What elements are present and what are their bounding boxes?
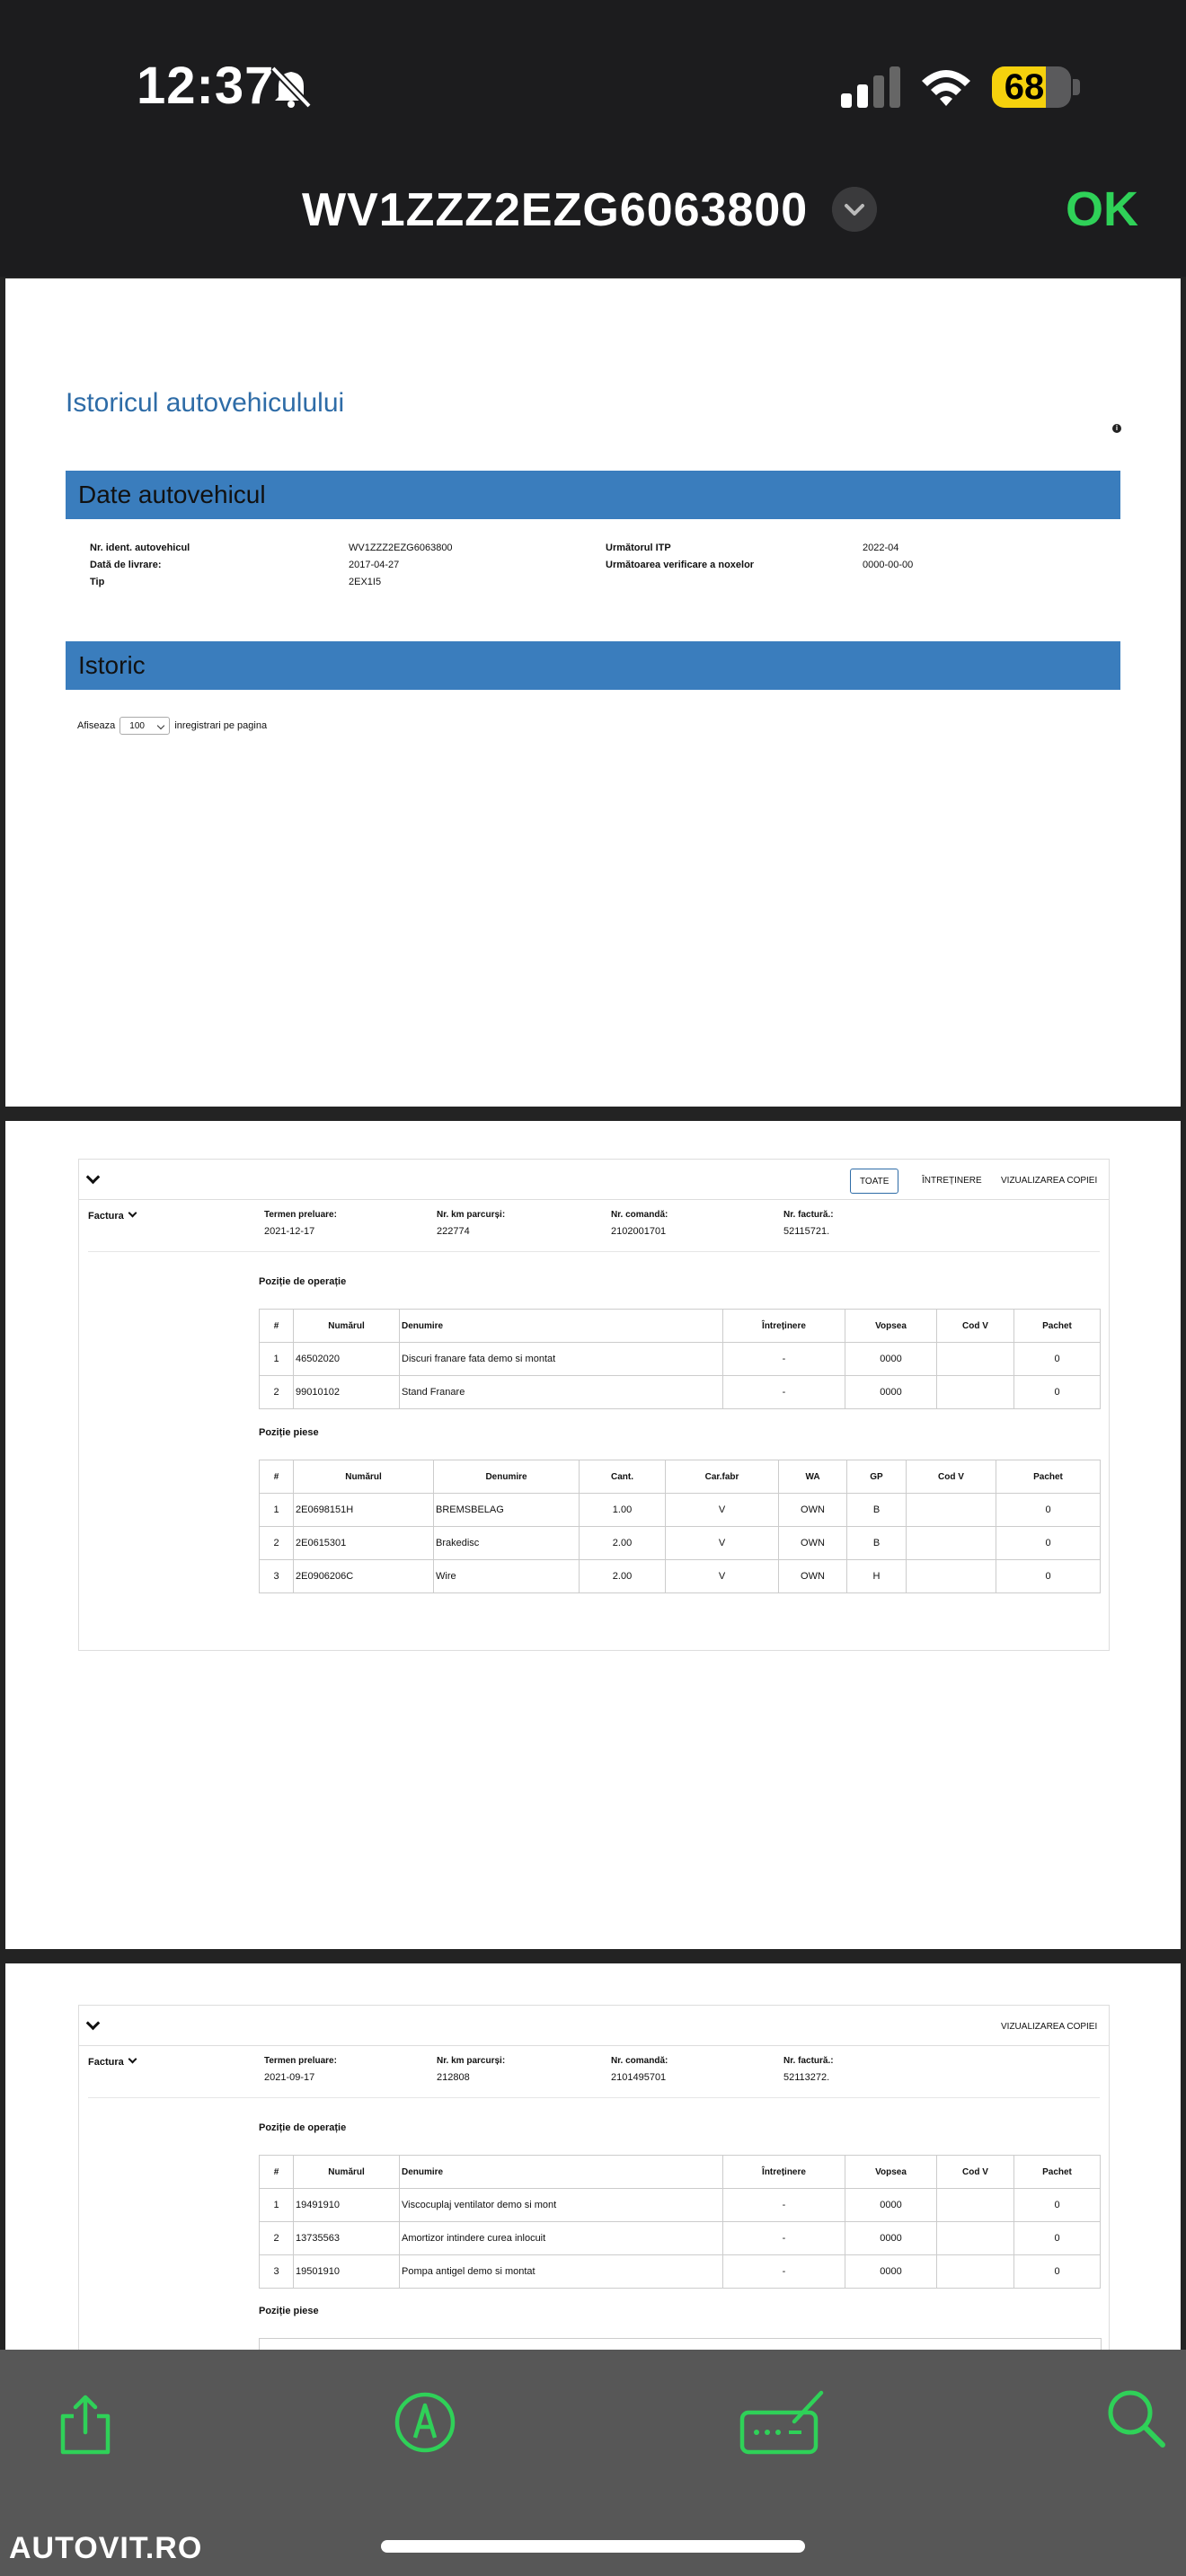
table-cell: 2 (260, 1527, 294, 1560)
table-cell: 0 (1014, 1343, 1101, 1376)
table-cell: Brakedisc (434, 1527, 580, 1560)
home-indicator[interactable] (381, 2540, 805, 2553)
column-header: Cant. (580, 1460, 666, 1494)
page-size-control (77, 717, 267, 735)
table-cell: 2 (260, 2222, 294, 2255)
table-cell: 0 (996, 1494, 1101, 1527)
column-header: # (260, 1310, 294, 1343)
view-copy-button[interactable]: VIZUALIZAREA COPIEI (1001, 1176, 1098, 1186)
column-header: Vopsea (845, 2156, 937, 2189)
document-page-1 (5, 278, 1181, 1107)
column-header: Pachet (996, 1460, 1101, 1494)
table-cell: 99010102 (294, 1376, 400, 1409)
card-toolbar (79, 1160, 1109, 1200)
document-page-2 (5, 1121, 1181, 1949)
table-cell (937, 2255, 1014, 2289)
table-cell: 0000 (845, 2222, 937, 2255)
table-cell: 19491910 (294, 2189, 400, 2222)
table-cell (907, 1560, 996, 1593)
column-header: # (260, 1460, 294, 1494)
column-header: Cod V (937, 2156, 1014, 2189)
table-cell: V (666, 1494, 779, 1527)
meta-value: 2101495701 (611, 2072, 667, 2083)
parts-table (259, 1460, 1101, 1593)
table-header-row (260, 2156, 1101, 2189)
table-cell: 0 (996, 1527, 1101, 1560)
meta-label: Termen preluare: (264, 2056, 337, 2066)
column-header: Cod V (907, 1460, 996, 1494)
table-cell: 19501910 (294, 2255, 400, 2289)
battery-nub (1073, 79, 1080, 95)
meta-label: Nr. comandă: (611, 2056, 668, 2066)
table-cell: 0 (1014, 2255, 1101, 2289)
meta-label: Nr. km parcurși: (437, 2056, 506, 2066)
table-cell: 13735563 (294, 2222, 400, 2255)
document-title[interactable]: WV1ZZZ2EZG6063800 (302, 184, 809, 236)
column-header: Cod V (937, 1310, 1014, 1343)
table-cell: V (666, 1527, 779, 1560)
filter-maintenance-button[interactable]: ÎNTREȚINERE (922, 1176, 982, 1186)
divider (88, 2097, 1100, 2098)
table-cell: OWN (779, 1527, 847, 1560)
table-cell: 0000 (845, 1343, 937, 1376)
vehicle-label: Tip (90, 577, 105, 587)
meta-value: 2021-12-17 (264, 1226, 315, 1237)
table-row (260, 2189, 1101, 2222)
bell-slash-icon (266, 61, 316, 111)
table-cell: V (666, 1560, 779, 1593)
column-header: GP (847, 1460, 907, 1494)
table-row (260, 1560, 1101, 1593)
meta-label: Termen preluare: (264, 1210, 337, 1220)
collapse-chevron-icon[interactable] (86, 2016, 101, 2031)
signature-icon[interactable] (739, 2387, 825, 2459)
table-cell: - (723, 1376, 845, 1409)
table-row (260, 2222, 1101, 2255)
table-cell: 1 (260, 1494, 294, 1527)
table-cell: OWN (779, 1560, 847, 1593)
watermark: AUTOVIT.RO (9, 2531, 203, 2565)
wifi-icon (920, 65, 972, 110)
section-header-vehicle: Date autovehicul (66, 471, 1120, 519)
table-cell: Pompa antigel demo si montat (400, 2255, 723, 2289)
table-cell: Stand Franare (400, 1376, 723, 1409)
table-cell: 2 (260, 1376, 294, 1409)
table-row (260, 1376, 1101, 1409)
meta-label: Nr. factură.: (783, 2056, 834, 2066)
column-header: Întreținere (723, 2156, 845, 2189)
table-cell: - (723, 2189, 845, 2222)
meta-value: 52115721. (783, 1226, 830, 1237)
operations-title: Poziție de operație (259, 1276, 347, 1287)
table-cell (937, 1343, 1014, 1376)
battery-indicator (992, 66, 1071, 108)
table-cell: 0000 (845, 1376, 937, 1409)
table-cell (937, 1376, 1014, 1409)
column-header: Denumire (400, 2156, 723, 2189)
operations-title: Poziție de operație (259, 2122, 347, 2133)
markup-icon[interactable] (394, 2391, 456, 2454)
column-header: Pachet (1014, 2156, 1101, 2189)
divider (88, 1251, 1100, 1252)
parts-title: Poziție piese (259, 2306, 319, 2316)
table-row (260, 2255, 1101, 2289)
table-cell: 3 (260, 1560, 294, 1593)
page-title: Istoricul autovehiculului (66, 388, 345, 418)
collapse-chevron-icon[interactable] (86, 1170, 101, 1185)
table-cell: - (723, 2255, 845, 2289)
section-header-history: Istoric (66, 641, 1120, 690)
card-toolbar (79, 2006, 1109, 2046)
vehicle-label: Următoarea verificare a noxelor (606, 560, 755, 570)
status-bar (0, 0, 1186, 171)
meta-label: Nr. comandă: (611, 1210, 668, 1220)
table-row (260, 1527, 1101, 1560)
column-header: Vopsea (845, 1310, 937, 1343)
share-icon[interactable] (54, 2393, 117, 2456)
meta-value: 212808 (437, 2072, 470, 2083)
column-header: Pachet (1014, 1310, 1101, 1343)
table-cell: 2E0615301 (294, 1527, 434, 1560)
ok-button[interactable]: OK (1066, 182, 1138, 236)
vehicle-value: 2022-04 (863, 543, 899, 553)
meta-label: Nr. km parcurși: (437, 1210, 506, 1220)
table-cell: 2E0906206C (294, 1560, 434, 1593)
table-cell: B (847, 1527, 907, 1560)
cellular-signal-icon (839, 66, 904, 110)
filter-all-button[interactable]: TOATE (850, 1169, 898, 1194)
meta-label: Nr. factură.: (783, 1210, 834, 1220)
column-header: Denumire (400, 1310, 723, 1343)
document-page-3 (5, 1963, 1181, 2350)
column-header: WA (779, 1460, 847, 1494)
battery-level: 68 (1004, 67, 1045, 107)
clock: 12:37 (137, 57, 275, 115)
table-row (260, 1343, 1101, 1376)
column-header: Întreținere (723, 1310, 845, 1343)
table-cell (907, 1494, 996, 1527)
vehicle-value: 2017-04-27 (349, 560, 400, 570)
page-size-suffix: inregistrari pe pagina (174, 719, 268, 731)
table-cell: 1 (260, 2189, 294, 2222)
chevron-down-icon[interactable] (832, 187, 877, 232)
invoice-toggle[interactable]: Factura (88, 1210, 136, 1222)
table-cell: 2E0698151H (294, 1494, 434, 1527)
search-icon[interactable] (1105, 2387, 1168, 2450)
invoice-card (78, 1159, 1110, 1651)
column-header: # (260, 2156, 294, 2189)
table-cell: 0 (1014, 2222, 1101, 2255)
invoice-card (78, 2005, 1110, 2350)
column-header: Numărul (294, 1460, 434, 1494)
table-cell: - (723, 2222, 845, 2255)
column-header: Denumire (434, 1460, 580, 1494)
table-cell (937, 2189, 1014, 2222)
table-row (260, 1494, 1101, 1527)
table-cell: 46502020 (294, 1343, 400, 1376)
invoice-toggle[interactable]: Factura (88, 2056, 136, 2068)
meta-value: 2102001701 (611, 1226, 667, 1237)
table-cell: 0 (996, 1560, 1101, 1593)
page-size-prefix: Afiseaza (77, 719, 116, 731)
table-header-row (260, 1460, 1101, 1494)
table-cell: 0 (1014, 2189, 1101, 2222)
table-cell (937, 2222, 1014, 2255)
vehicle-value: WV1ZZZ2EZG6063800 (349, 543, 453, 553)
table-cell: 2.00 (580, 1560, 666, 1593)
info-icon[interactable]: i (1112, 424, 1121, 433)
table-cell (907, 1527, 996, 1560)
meta-value: 222774 (437, 1226, 470, 1237)
table-cell: Wire (434, 1560, 580, 1593)
table-cell: B (847, 1494, 907, 1527)
meta-value: 52113272. (783, 2072, 830, 2083)
column-header: Numărul (294, 1310, 400, 1343)
table-cell: 0 (1014, 1376, 1101, 1409)
table-cell: Amortizor intindere curea inlocuit (400, 2222, 723, 2255)
column-header: Numărul (294, 2156, 400, 2189)
table-cell: 0000 (845, 2255, 937, 2289)
view-copy-button[interactable]: VIZUALIZAREA COPIEI (1001, 2022, 1098, 2032)
table-cell: H (847, 1560, 907, 1593)
table-cell: 3 (260, 2255, 294, 2289)
vehicle-value: 0000-00-00 (863, 560, 914, 570)
column-header: Car.fabr (666, 1460, 779, 1494)
table-cell: Viscocuplaj ventilator demo si mont (400, 2189, 723, 2222)
table-cell: Discuri franare fata demo si montat (400, 1343, 723, 1376)
vehicle-label: Dată de livrare: (90, 560, 162, 570)
page-size-select[interactable]: 100 (119, 717, 170, 735)
table-header-row (260, 1310, 1101, 1343)
parts-title: Poziție piese (259, 1427, 319, 1438)
table-cell: - (723, 1343, 845, 1376)
vehicle-label: Următorul ITP (606, 543, 671, 553)
meta-value: 2021-09-17 (264, 2072, 315, 2083)
vehicle-label: Nr. ident. autovehicul (90, 543, 190, 553)
table-cell: BREMSBELAG (434, 1494, 580, 1527)
table-cell: 1 (260, 1343, 294, 1376)
table-cell: 0000 (845, 2189, 937, 2222)
table-cell: 1.00 (580, 1494, 666, 1527)
table-cell: OWN (779, 1494, 847, 1527)
parts-table-partial (259, 2338, 1102, 2350)
operations-table (259, 1309, 1101, 1409)
table-cell: 2.00 (580, 1527, 666, 1560)
vehicle-value: 2EX1I5 (349, 577, 382, 587)
operations-table (259, 2155, 1101, 2289)
